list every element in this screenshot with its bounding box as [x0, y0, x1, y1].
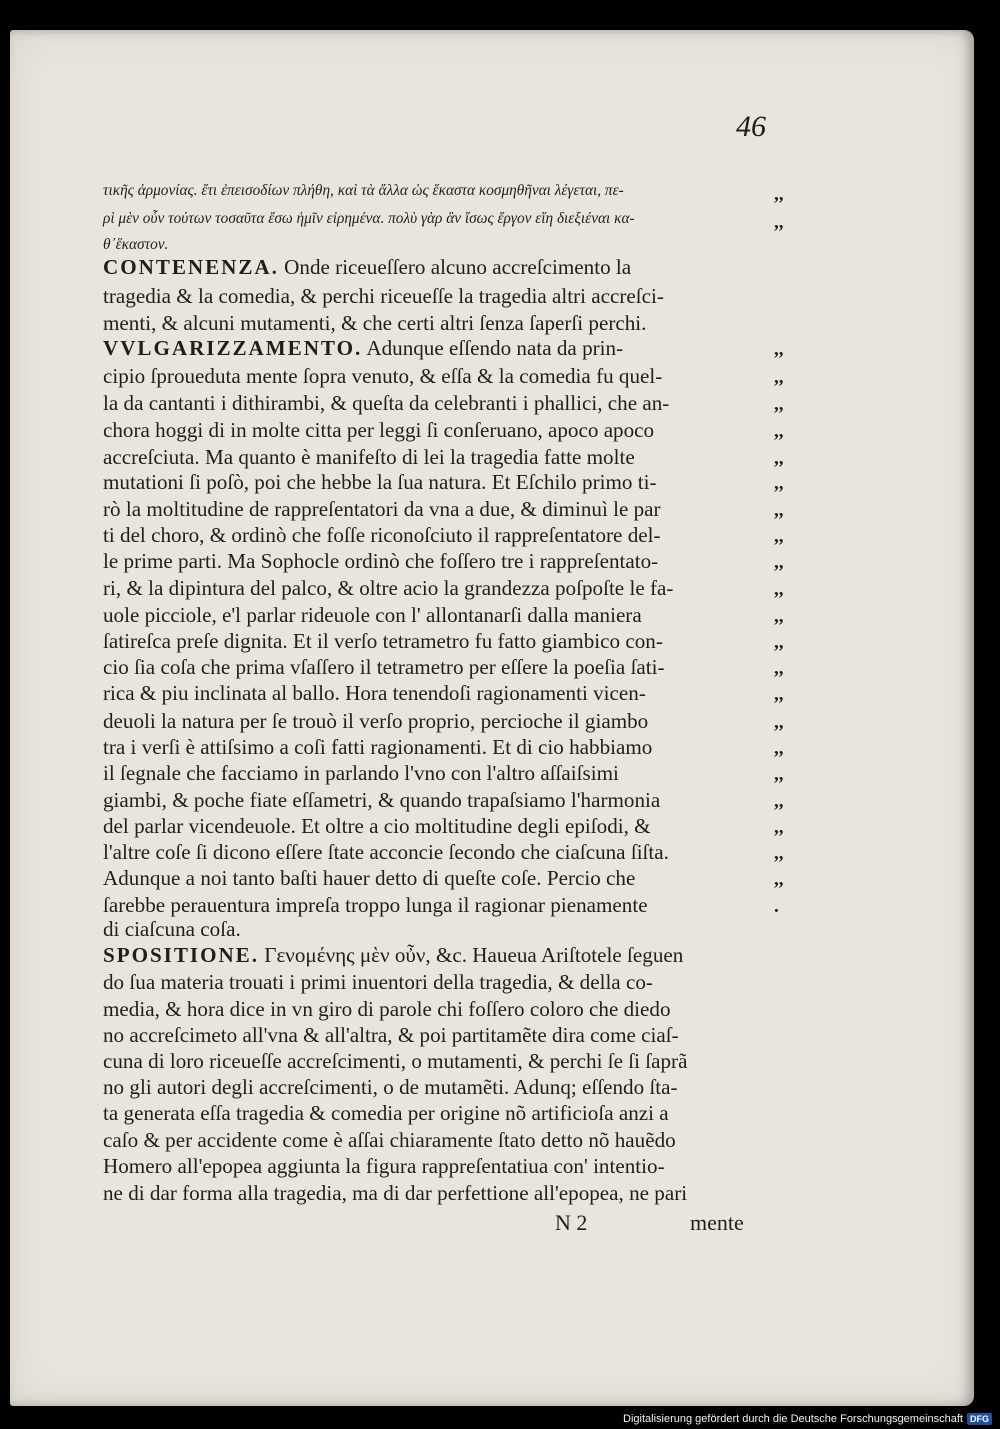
line-text: rò la moltitudine de rappreſentatori da vna a due, & diminuì le par: [103, 497, 661, 521]
line-text: Adunque eſſendo nata da prin-: [362, 336, 624, 360]
line-text: il ſegnale che facciamo in parlando l'vno con l'altro aſſaiſsimi: [103, 761, 619, 785]
line-text: Onde riceueſſero alcuno accreſcimento la: [278, 255, 632, 279]
dfg-logo: DFG: [967, 1413, 992, 1425]
text-line: [103, 366, 771, 388]
line-text: no gli autori degli accreſcimenti, o de mutamẽti. Adunq; eſſendo ſta-: [103, 1075, 678, 1099]
quote-marker: ,,: [774, 367, 784, 388]
text-line: [103, 1183, 771, 1205]
line-text: ri, & la dipintura del palco, & oltre acio la grandezza poſpoſte le fa-: [103, 576, 674, 600]
text-line: [103, 895, 771, 917]
line-text: la da cantanti i dithirambi, & queſta da celebranti i phallici, che an-: [103, 391, 670, 415]
text-line: [103, 737, 771, 759]
quote-marker: ,,: [774, 684, 784, 705]
credit-text: Digitalisierung gefördert durch die Deutsche Forschungsgemeinschaft: [623, 1413, 963, 1425]
line-text: ta generata eſſa tragedia & comedia per origine nõ artificioſa anzi a: [103, 1101, 669, 1125]
line-text: ſatireſca preſe dignita. Et il verſo tetrametro fu fatto giambico con-: [103, 629, 663, 653]
quote-marker: ,,: [774, 448, 784, 469]
line-text: cio ſia coſa che prima vſaſſero il tetrametro per eſſere la poeſia ſati-: [103, 655, 665, 679]
quote-marker: ,,: [774, 632, 784, 653]
text-line: [103, 972, 771, 994]
line-text: Homero all'epopea aggiunta la figura rappreſentatiua con' intentio-: [103, 1154, 665, 1178]
text-line: [103, 816, 771, 838]
text-line: [103, 472, 771, 494]
line-text: accreſciuta. Ma quanto è manifeſto di lei la tragedia fatte molte: [103, 445, 635, 469]
text-line: [103, 1130, 771, 1152]
line-text: media, & hora dice in vn giro di parole chi foſſero coloro che diedo: [103, 997, 671, 1021]
signature-mark: N 2: [555, 1210, 588, 1235]
quote-marker: ,,: [774, 843, 784, 864]
text-line: [103, 578, 771, 600]
line-text: Adunque a noi tanto baſti hauer detto di queſte coſe. Percio che: [103, 866, 636, 890]
text-line: [103, 237, 775, 253]
section-heading: VVLGARIZZAMENTO.: [103, 336, 363, 360]
line-text: le prime parti. Ma Sophocle ordinò che foſſero tre i rappreſentato-: [103, 549, 659, 573]
line-text: no accreſcimeto all'vna & all'altra, & poi partitamẽte dira come ciaſ-: [103, 1023, 679, 1047]
quote-marker: ,,: [774, 606, 784, 627]
line-text: del parlar vicendeuole. Et oltre a cio moltitudine degli epiſodi, &: [103, 814, 651, 838]
quote-marker: ,,: [774, 421, 784, 442]
quote-marker: ,,: [774, 552, 784, 573]
quote-marker: ,,: [774, 212, 784, 233]
line-text: tragedia & la comedia, & perchi riceueſſe la tragedia altri accreſci-: [103, 284, 664, 308]
quote-marker: .: [774, 896, 779, 917]
text-line: [103, 1077, 771, 1099]
text-line: [103, 393, 771, 415]
text-line: [103, 525, 771, 547]
text-line: [103, 286, 771, 308]
text-line: [103, 257, 771, 279]
line-text: τικῆς ἁρμονίας. ἔτι ἐπεισοδίων πλήθη, καὶ τὰ ἄλλα ὡς ἕκαστα κοσμηθῆναι λέγεται, πε-: [103, 182, 624, 199]
quote-marker: ,,: [774, 394, 784, 415]
text-line: [103, 945, 771, 967]
text-line: [103, 631, 771, 653]
text-line: [103, 447, 771, 469]
text-line: [103, 183, 775, 199]
section-heading: SPOSITIONE.: [103, 943, 259, 967]
quote-marker: ,,: [774, 658, 784, 679]
line-text: cipio ſproueduta mente ſopra venuto, & eſſa & la comedia fu quel-: [103, 364, 663, 388]
line-text: di ciaſcuna coſa.: [103, 917, 241, 941]
line-text: tra i verſi è attiſsimo a coſi fatti ragionamenti. Et di cio habbiamo: [103, 735, 653, 759]
text-line: [103, 868, 771, 890]
text-line: [103, 683, 771, 705]
line-text: ρὶ μὲν οὖν τούτων τοσαῦτα ἔσω ἡμῖν εἰρημένα. πολὺ γὰρ ἂν ἴσως ἔργον εἴη διεξιέναι κα-: [103, 210, 635, 227]
text-line: [103, 605, 771, 627]
line-text: rica & piu inclinata al ballo. Hora tenendoſi ragionamenti vicen-: [103, 681, 646, 705]
text-line: [103, 313, 771, 335]
text-line: [103, 420, 771, 442]
line-text: menti, & alcuni mutamenti, & che certi altri ſenza ſaperſi perchi.: [103, 311, 647, 335]
text-line: [103, 657, 771, 679]
text-line: [103, 338, 771, 360]
text-line: [103, 842, 771, 864]
line-text: ti del choro, & ordinò che foſſe riconoſciuto il rappreſentatore del-: [103, 523, 661, 547]
catchword: mente: [690, 1210, 744, 1235]
text-line: [103, 711, 771, 733]
line-text: l'altre coſe ſi dicono eſſere ſtate acconcie ſecondo che ciaſcuna ſiſta.: [103, 840, 669, 864]
text-line: [103, 999, 771, 1021]
line-text: ſarebbe perauentura impreſa troppo lunga il ragionar pienamente: [103, 893, 648, 917]
text-line: [103, 790, 771, 812]
text-line: [103, 211, 775, 227]
line-text: caſo & per accidente come è aſſai chiaramente ſtato detto nõ hauẽdo: [103, 1128, 676, 1152]
line-text: ne di dar forma alla tragedia, ma di dar perfettione all'epopea, ne pari: [103, 1181, 688, 1205]
quote-marker: ,,: [774, 791, 784, 812]
text-line: [103, 1156, 771, 1178]
line-text: mutationi ſi poſò, poi che hebbe la ſua natura. Et Eſchilo primo ti-: [103, 470, 657, 494]
text-line: [103, 1103, 771, 1125]
text-line: [103, 499, 771, 521]
line-text: Γενομένης μὲν οὖν, &c. Haueua Ariſtotele ſeguen: [258, 943, 684, 967]
quote-marker: ,,: [774, 738, 784, 759]
quote-marker: ,,: [774, 500, 784, 521]
quote-marker: ,,: [774, 184, 784, 205]
quote-marker: ,,: [774, 579, 784, 600]
quote-marker: ,,: [774, 764, 784, 785]
line-text: deuoli la natura per ſe trouò il verſo proprio, percioche il giambo: [103, 709, 649, 733]
quote-marker: ,,: [774, 339, 784, 360]
quote-marker: ,,: [774, 869, 784, 890]
line-text: chora hoggi di in molte citta per leggi ſi conſeruano, apoco apoco: [103, 418, 655, 442]
digitization-credit: [623, 1413, 992, 1425]
book-page: [10, 30, 974, 1406]
text-line: [103, 763, 771, 785]
line-text: uole picciole, e'l parlar rideuole con l' allontanarſi dalla maniera: [103, 603, 642, 627]
quote-marker: ,,: [774, 712, 784, 733]
text-line: [103, 919, 771, 941]
text-line: [103, 551, 771, 573]
line-text: do ſua materia trouati i primi inuentori della tragedia, & della co-: [103, 970, 653, 994]
quote-marker: ,,: [774, 526, 784, 547]
quote-marker: ,,: [774, 817, 784, 838]
text-line: [103, 1051, 771, 1073]
line-text: giambi, & poche fiate eſſametri, & quando trapaſsiamo l'harmonia: [103, 788, 661, 812]
section-heading: CONTENENZA.: [103, 255, 279, 279]
line-text: cuna di loro riceueſſe accreſcimenti, o mutamenti, & perchi ſe ſi ſaprã: [103, 1049, 688, 1073]
text-line: [103, 1025, 771, 1047]
quote-marker: ,,: [774, 473, 784, 494]
page-number: 46: [736, 110, 766, 143]
line-text: θ᾽ἕκαστον.: [103, 236, 169, 253]
